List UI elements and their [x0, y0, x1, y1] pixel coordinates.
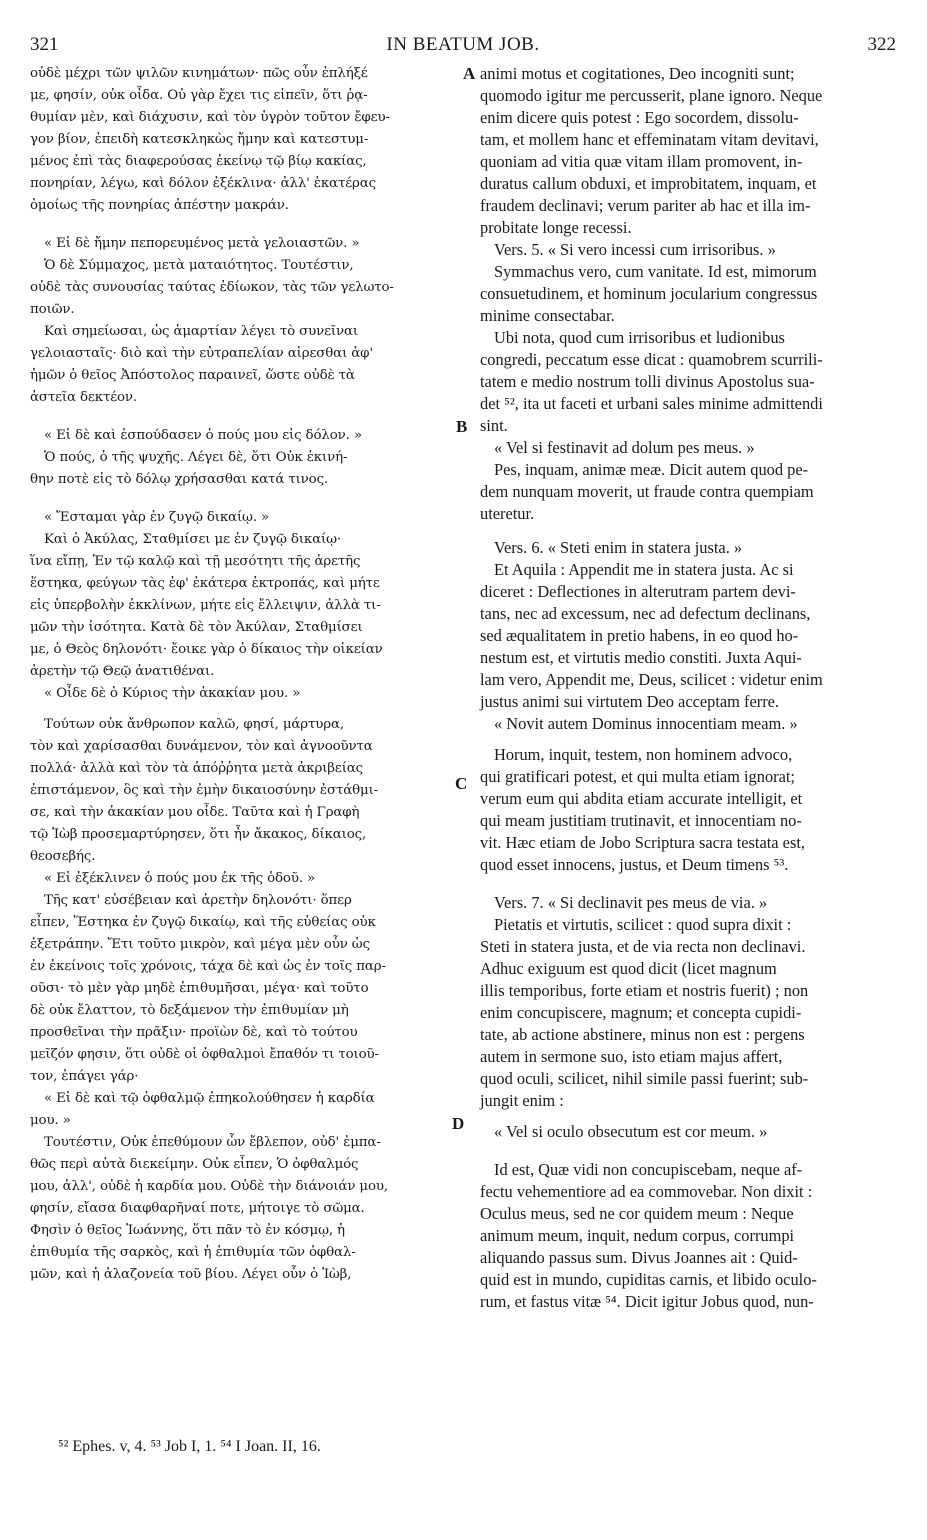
latin-lemma: « Novit autem Dominus innocentiam meam. » [494, 714, 798, 733]
greek-paragraph: Ὁ δὲ Σύμμαχος, μετὰ ματαιότητος. Τουτέστιν, οὐδὲ τὰς συνουσίας ταύτας ἐδίωκον, τὰς τῶν γελωτο- ποιῶν. [30, 258, 394, 317]
latin-paragraph: Et Aquila : Appendit me in statera justa. Ac si diceret : Deflectiones in alterutram partem devi- tans, nec ad excessum, nec ad defectum declinans, sed æqualitatem in pretio habens, in eo quod ho- nestum est, et virtutis medio constiti. Juxta Aqui- lam vero, Appendit me, Deus, scilicet : videtur enim justus animi sui virtutem Deo acceptam ferre. [480, 560, 823, 711]
latin-lemma: Vers. 7. « Si declinavit pes meus de via. » [494, 893, 768, 912]
greek-paragraph: Τούτων οὐκ ἄνθρωπον καλῶ, φησί, μάρτυρα, τὸν καὶ χαρίσασθαι δυνάμενον, τὸν καὶ ἀγνοοῦντα πολλά· ἀλλὰ καὶ τὸν τὰ ἀπόῤῥητα μετὰ ἀκριβείας ἐπιστάμενον, ὃς καὶ τὴν ἐμὴν δικαιοσύνην ἐστάθμι- σε, καὶ τὴν ἀκακίαν μου οἶδε. Ταῦτα καὶ ἡ Γραφὴ τῷ Ἰὼβ προσεμαρτύρησεν, ὅτι ἦν ἄκακος, δίκαιος, θεοσεβής. [30, 717, 379, 864]
greek-lemma: « Ἔσταμαι γὰρ ἐν ζυγῷ δικαίῳ. » [44, 510, 270, 525]
latin-paragraph: animi motus et cogitationes, Deo incogniti sunt; quomodo igitur me percusserit, plane ignoro. Neque enim dicere quis potest : Ego socordem, dissolu- tam, et mollem hanc et effeminatam vitam devitavi, quoniam ad vitia quæ vitam illam promovent, in- duratus callum obduxi, et improbitatem, inquam, et fraudem declinavi; verum pariter ab hac et illa im- probitate longe recessi. [480, 64, 823, 237]
column-marker-b: B [456, 417, 468, 436]
latin-paragraph: Id est, Quæ vidi non concupiscebam, neque af- fectu vehementiore ad ea commovebar. Non dixit : Oculus meus, sed ne cor quidem meum : Neque animum meum, inquit, nedum corpus, corrumpi aliquando passus sum. Divus Joannes ait : Quid- quid est in mundo, cupiditas carnis, et libido oculo- rum, et fastus vitæ ⁵⁴. Dicit igitur Jobus quod, nun- [480, 1160, 817, 1311]
column-marker-a: A [463, 64, 476, 83]
greek-column [30, 63, 458, 1286]
column-marker-c: C [455, 774, 468, 793]
running-title: IN BEATUM JOB. [386, 34, 540, 55]
latin-paragraph: Symmachus vero, cum vanitate. Id est, mimorum consuetudinem, et hominum jocularium congressus minime consectabar. [480, 262, 818, 325]
column-marker-d: D [452, 1114, 465, 1133]
greek-lemma: « Εἰ δὲ καὶ τῷ ὀφθαλμῷ ἐπηκολούθησεν ἡ καρδία μου. » [30, 1091, 375, 1128]
greek-lemma: « Εἰ ἐξέκλινεν ὁ πούς μου ἐκ τῆς ὁδοῦ. » [44, 871, 316, 886]
greek-paragraph: Τουτέστιν, Οὐκ ἐπεθύμουν ὧν ἔβλεπον, οὐδ' ἐμπα- θῶς περὶ αὐτὰ διεκείμην. Οὐκ εἶπεν, Ὁ ὀφθαλμός μου, ἀλλ', οὐδὲ ἡ καρδία μου. Οὐδὲ τὴν διάνοιάν μου, φησίν, εἴασα διαφθαρῆναί ποτε, μήτοιγε τὸ σῶμα. Φησὶν ὁ θεῖος Ἰωάννης, ὅτι πᾶν τὸ ἐν κόσμῳ, ἡ ἐπιθυμία τῆς σαρκὸς, καὶ ἡ ἐπιθυμία τῶν ὀφθαλ- μῶν, καὶ ἡ ἀλαζονεία τοῦ βίου. Λέγει οὖν ὁ Ἰὼβ, [30, 1135, 388, 1282]
right-page-number: 322 [867, 34, 896, 55]
latin-paragraph: Pes, inquam, animæ meæ. Dicit autem quod pe- dem nunquam moverit, ut fraude contra quempiam uteretur. [480, 460, 814, 523]
greek-paragraph: Καὶ σημείωσαι, ὡς ἁμαρτίαν λέγει τὸ συνεῖναι γελοιασταῖς· διὸ καὶ τὴν εὐτραπελίαν αἱρεσθαι ἀφ' ἡμῶν ὁ θεῖος Ἀπόστολος παραινεῖ, ὥστε οὐδὲ τὰ ἀστεῖα δεκτέον. [30, 324, 373, 405]
greek-paragraph: οὐδὲ μέχρι τῶν ψιλῶν κινημάτων· πῶς οὖν ἐπλήξέ με, φησίν, οὐκ οἶδα. Οὐ γὰρ ἔχει τις εἰπεῖν, ὅτι ῥᾳ- θυμίαν μὲν, καὶ διάχυσιν, καὶ τὸν ὑγρὸν τοῦτον ἔφευ- γον βίον, ἐπειδὴ κατεσκληκὼς ἤμην καὶ κατεστυμ- μένος ἐπὶ τὰς διαφερούσας ἐκείνῳ τῷ βίῳ κακίας, πονηρίαν, λέγω, καὶ δόλον ἐξέκλινα· ἀλλ' ἑκατέρας ὁμοίως τῆς πονηρίας ἀπέστην μακράν. [30, 66, 390, 213]
latin-paragraph: Horum, inquit, testem, non hominem advoco, qui gratificari potest, et qui multa etiam ignorat; verum eum qui abdita etiam accurate intelligit, et qui meam justitiam trutinavit, et innocentiam no- vit. Hæc etiam de Jobo Scriptura sacra testata est, quod esset innocens, justus, et Deum timens ⁵³. [480, 745, 805, 874]
running-header [30, 34, 896, 62]
greek-paragraph: Ὁ πούς, ὁ τῆς ψυχῆς. Λέγει δὲ, ὅτι Οὐκ ἐκινή- θην ποτὲ εἰς τὸ δόλῳ χρήσασθαι κατά τινος. [30, 450, 348, 487]
greek-paragraph: Τῆς κατ' εὐσέβειαν καὶ ἀρετὴν δηλονότι· ὅπερ εἶπεν, Ἕστηκα ἐν ζυγῷ δικαίῳ, καὶ τῆς εὐθείας οὐκ ἐξετράπην. Ἔτι τοῦτο μικρὸν, καὶ μέγα μὲν οὖν ὡς ἐν ἐκείνοις τοῖς χρόνοις, τάχα δὲ καὶ ὡς ἐν τοῖς παρ- οῦσι· τὸ μὲν γὰρ μηδὲ ἐπιθυμῆσαι, μέγα· καὶ τοῦτο δὲ οὐκ ἔλαττον, τὸ δεξάμενον τὴν ἐπιθυμίαν μὴ προσθεῖναι τὴν πρᾶξιν· προϊὼν δὲ, καὶ τὸ τούτου μεῖζόν φησιν, ὅτι οὐδὲ οἱ ὀφθαλμοὶ ἔπαθόν τι τοιοῦ- τον, ἐπάγει γάρ· [30, 893, 386, 1084]
greek-lemma: « Οἶδε δὲ ὁ Κύριος τὴν ἀκακίαν μου. » [44, 686, 301, 701]
greek-lemma: « Εἰ δὲ καὶ ἐσπούδασεν ὁ πούς μου εἰς δόλον. » [44, 428, 362, 443]
latin-column [480, 63, 898, 1313]
footnotes: ⁵² Ephes. v, 4. ⁵³ Job I, 1. ⁵⁴ I Joan. II, 16. [58, 1438, 321, 1455]
greek-lemma: « Εἰ δὲ ἤμην πεπορευμένος μετὰ γελοιαστῶν. » [44, 236, 360, 251]
latin-lemma: Vers. 6. « Steti enim in statera justa. » [494, 538, 743, 557]
latin-lemma: Vers. 5. « Si vero incessi cum irrisoribus. » [494, 240, 776, 259]
latin-paragraph: Pietatis et virtutis, scilicet : quod supra dixit : Steti in statera justa, et de via recta non declinavi. Adhuc exiguum est quod dicit (licet magnum illis temporibus, forte etiam et nostris fuerit) ; non enim concupiscere, magnum; et concepta cupidi- tate, ab actione abstinere, minus non est : pergens autem in sermone suo, isto etiam majus affert, quod oculi, scilicet, nihil simile passi fuerint; sub- jungit enim : [480, 915, 809, 1110]
latin-lemma: « Vel si oculo obsecutum est cor meum. » [494, 1122, 768, 1141]
greek-paragraph: Καὶ ὁ Ἀκύλας, Σταθμίσει με ἐν ζυγῷ δικαίῳ· ἵνα εἴπῃ, Ἐν τῷ καλῷ καὶ τῇ μεσότητι τῆς ἀρετῆς ἕστηκα, φεύγων τὰς ἐφ' ἑκάτερα ἐκτροπάς, καὶ μήτε εἰς ὑπερβολὴν ἐκκλίνων, μήτε εἰς ἔλλειψιν, ἀλλὰ τι- μῶν τὴν ἰσότητα. Κατὰ δὲ τὸν Ἀκύλαν, Σταθμίσει με, ὁ Θεὸς δηλονότι· ἔοικε γὰρ ὁ δίκαιος τὴν οἰκείαν ἀρετὴν τῷ Θεῷ ἀνατιθέναι. [30, 532, 383, 679]
latin-lemma: « Vel si festinavit ad dolum pes meus. » [494, 438, 755, 457]
left-page-number: 321 [30, 34, 59, 55]
latin-paragraph: Ubi nota, quod cum irrisoribus et ludionibus congredi, peccatum esse dicat : quamobrem scurrili- tatem e medio nostrum tolli divinus Apostolus sua- det ⁵², ita ut faceti et urbani sales minime admittendi sint. [480, 328, 823, 435]
